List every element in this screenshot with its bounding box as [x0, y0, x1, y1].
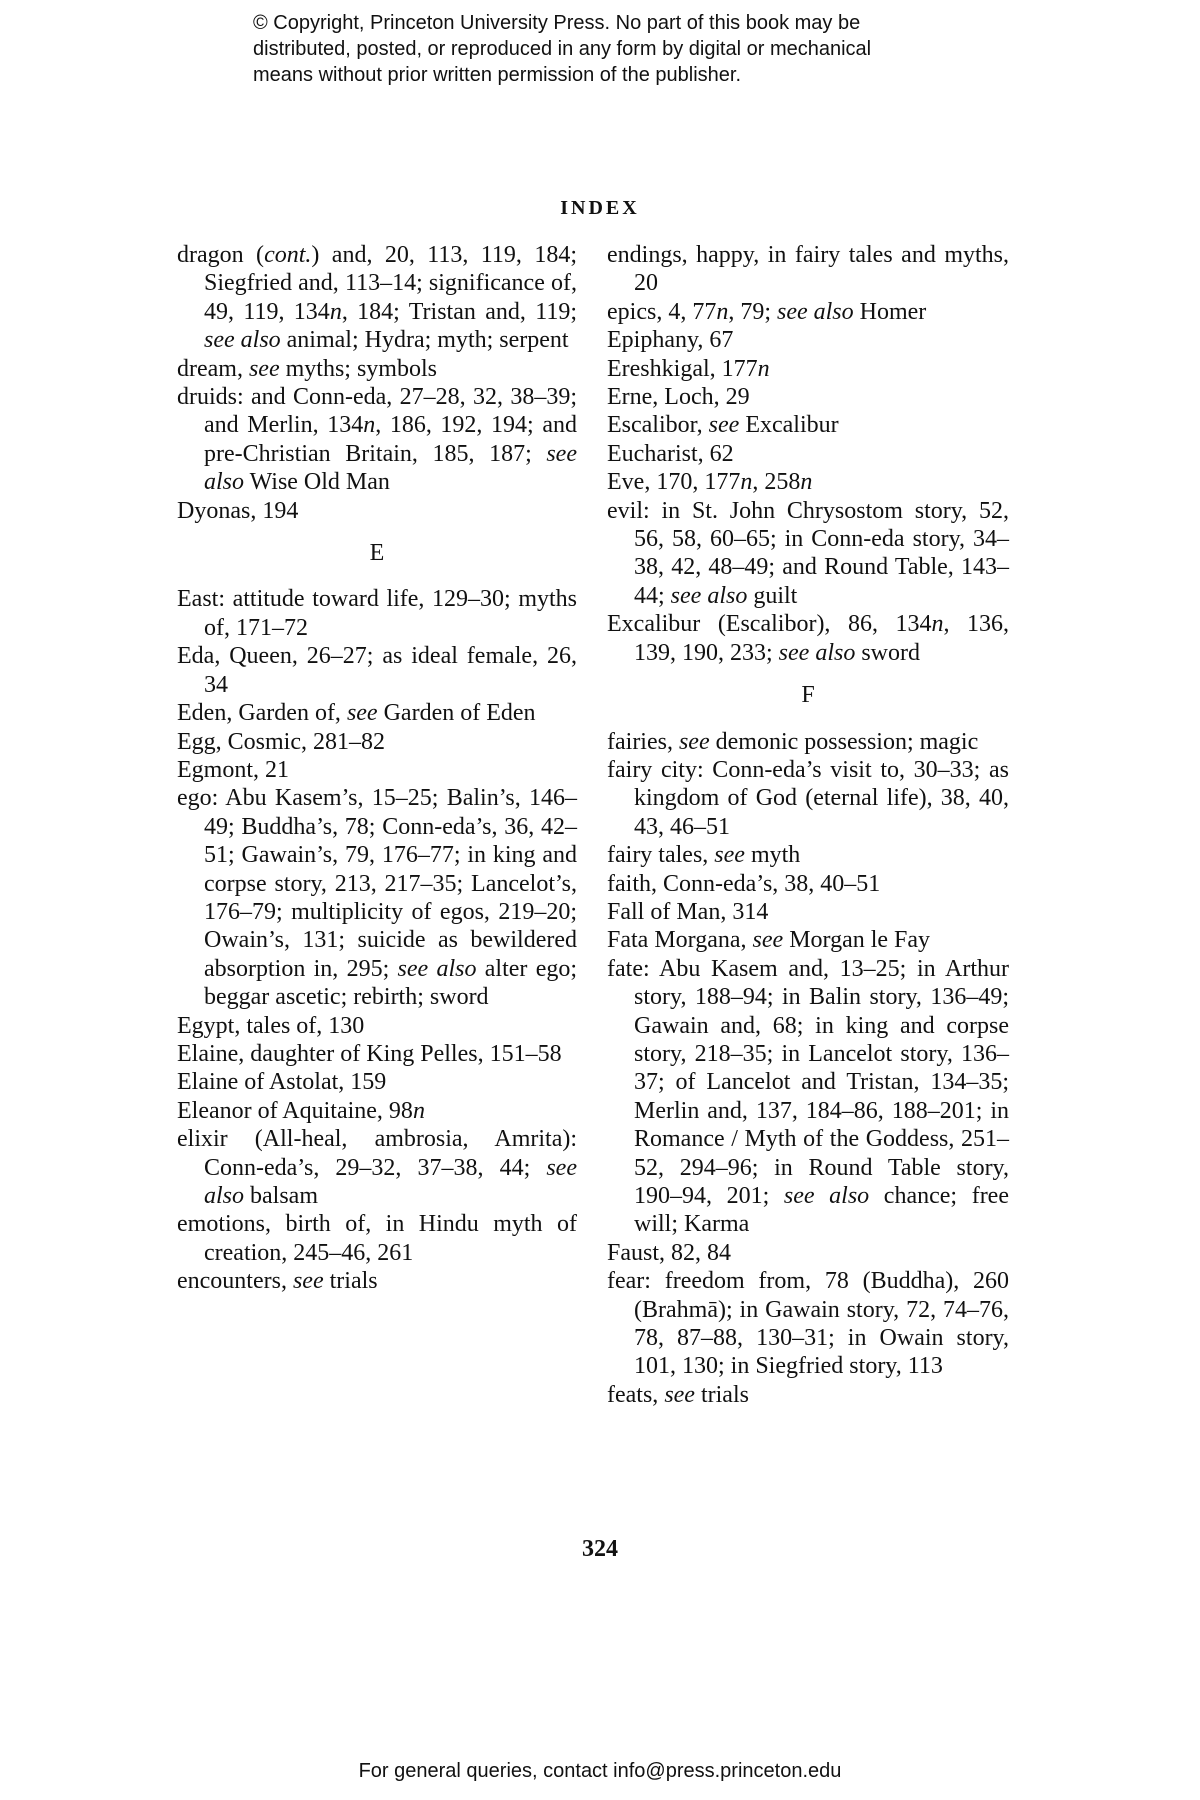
italic-text: see [708, 412, 740, 439]
italic-text: see also [397, 955, 477, 982]
index-entry [607, 497, 1009, 611]
italic-text: see [346, 700, 378, 727]
entry-text: fate: Abu Kasem and, 13–25; in Arthur story, 188–94; in Balin story, 136–49; Gawain and, 68; in king and corpse story, 218–35; in Lancelot story, 136–37; of Lancelot and Tristan, 134–35; Merlin and, 137, 184–86, 188–201; in Romance / Myth of the Goddess, 251–52, 294–96; in Round Table story, 190–94, 201; [607, 955, 1009, 1209]
entry-text: fear: freedom from, 78 (Buddha), 260 (Brahmā); in Gawain story, 72, 74–76, 78, 87–88, 130–31; in Owain story, 101, 130; in Siegfried story, 113 [607, 1268, 1009, 1380]
entry-text: epics, 4, 77 [607, 298, 717, 325]
index-entry [607, 241, 1009, 298]
index-entry [607, 1381, 1009, 1409]
entry-text: myths; symbols [279, 355, 437, 382]
entry-text: East: attitude toward life, 129–30; myths of, 171–72 [177, 586, 577, 641]
index-entry [177, 1125, 577, 1210]
entry-text: fairy city: Conn-eda’s visit to, 30–33; as kingdom of God (eternal life), 38, 40, 43, 46–51 [607, 756, 1009, 840]
entry-text: Elaine, daughter of King Pelles, 151–58 [177, 1040, 562, 1067]
italic-text: see also [670, 582, 748, 609]
index-entry [607, 298, 1009, 326]
italic-text: see also [778, 639, 856, 666]
entry-text: dream, [177, 355, 249, 382]
italic-text: n [329, 298, 342, 325]
entry-text: Fata Morgana, [607, 927, 753, 954]
entry-text: elixir (All-heal, ambrosia, Amrita): Conn-eda’s, 29–32, 37–38, 44; [177, 1126, 577, 1181]
italic-text: see also [204, 327, 281, 354]
entry-text: balsam [244, 1183, 318, 1209]
italic-text: see [678, 728, 710, 755]
index-column-right [607, 241, 1009, 1409]
index-entry [607, 610, 1009, 667]
index-entry [177, 1012, 577, 1040]
entry-text: , 258 [752, 469, 801, 496]
entry-text: chance; free will; Karma [634, 1183, 1009, 1238]
italic-text: see [664, 1381, 695, 1408]
entry-text: dragon ( [177, 242, 265, 268]
entry-text: trials [694, 1381, 749, 1408]
entry-text: Eucharist, 62 [607, 440, 734, 467]
entry-text: faith, Conn-eda’s, 38, 40–51 [607, 870, 881, 897]
index-entry [177, 642, 577, 699]
italic-text: n [363, 412, 376, 439]
italic-text: see also [204, 1154, 577, 1209]
entry-text: Fall of Man, 314 [607, 898, 769, 925]
entry-text: Wise Old Man [244, 469, 390, 496]
page-number: 324 [582, 1536, 618, 1562]
italic-text: n [800, 469, 813, 496]
entry-text: Egg, Cosmic, 281–82 [177, 728, 385, 755]
entry-text: guilt [747, 582, 798, 609]
index-entry [177, 1097, 577, 1125]
index-entry [177, 355, 577, 383]
entry-text: myth [744, 842, 801, 869]
section-letter: E [369, 540, 385, 567]
index-entry [607, 383, 1009, 411]
entry-text: Eden, Garden of, [177, 700, 347, 727]
entry-text: Faust, 82, 84 [607, 1239, 732, 1266]
index-entry [607, 1239, 1009, 1267]
entry-text: Elaine of Astolat, 159 [177, 1069, 387, 1096]
index-entry [607, 756, 1009, 841]
index-entry [177, 756, 577, 784]
italic-text: see [714, 842, 745, 869]
index-entry [177, 1068, 577, 1096]
entry-text: feats, [607, 1381, 665, 1408]
entry-text: Dyonas, 194 [177, 497, 299, 524]
index-entry [177, 241, 577, 355]
entry-text: Morgan le Fay [783, 927, 931, 954]
entry-text: Eleanor of Aquitaine, 98 [177, 1097, 413, 1124]
entry-text: Excalibur [739, 412, 839, 439]
entry-text: sword [855, 639, 920, 666]
entry-text: Escalibor, [607, 412, 709, 439]
index-entry [607, 898, 1009, 926]
italic-text: see [292, 1268, 324, 1295]
copyright-line: distributed, posted, or reproduced in any form by digital or mechanical [253, 38, 872, 60]
entry-text: Homer [853, 298, 927, 325]
index-entry [607, 326, 1009, 354]
entry-text: animal; Hydra; myth; serpent [280, 327, 569, 354]
italic-text: see also [204, 440, 577, 496]
index-entry [607, 926, 1009, 954]
copyright-line: means without prior written permission of the publisher. [253, 64, 742, 86]
italic-text: n [716, 298, 729, 325]
index-entry [607, 841, 1009, 869]
italic-text: n [931, 611, 944, 638]
italic-text: n [740, 469, 753, 496]
index-entry [607, 955, 1009, 1239]
entry-text: fairy tales, [607, 842, 715, 869]
italic-text: see [752, 927, 784, 954]
entry-text: emotions, birth of, in Hindu myth of creation, 245–46, 261 [177, 1211, 577, 1266]
italic-text: see also [776, 298, 854, 325]
entry-text: endings, happy, in fairy tales and myths, 20 [607, 242, 1009, 297]
entry-text: encounters, [177, 1268, 293, 1295]
copyright-notice [253, 10, 1013, 88]
entry-text: , 186, 192, 194; and pre-Christian Britain, 185, 187; [204, 412, 577, 467]
index-entry [177, 699, 577, 727]
entry-text: , 79; [728, 298, 777, 325]
entry-text: , 184; Tristan and, 119; [341, 298, 577, 325]
italic-text: see [248, 355, 280, 382]
entry-text: Eve, 170, 177 [607, 469, 741, 496]
entry-text: Eda, Queen, 26–27; as ideal female, 26, 34 [177, 643, 577, 698]
index-entry [607, 355, 1009, 383]
entry-text: , 136, 139, 190, 233; [634, 611, 1009, 666]
italic-text: see also [783, 1183, 870, 1209]
entry-text: fairies, [607, 728, 679, 755]
index-entry [607, 468, 1009, 496]
entry-text: ) and, 20, 113, 119, 184; Siegfried and, 113–14; significance of, 49, 119, 134 [204, 242, 578, 325]
index-column-left [177, 241, 577, 1296]
copyright-line: © Copyright, Princeton University Press. No part of this book may be [253, 12, 861, 34]
index-entry [177, 1040, 577, 1068]
index-entry [177, 497, 577, 525]
entry-text: druids: and Conn-eda, 27–28, 32, 38–39; and Merlin, 134 [177, 384, 577, 439]
index-entry [177, 1267, 577, 1295]
footer-contact: For general queries, contact info@press.princeton.edu [358, 1760, 842, 1782]
entry-text: Egypt, tales of, 130 [177, 1012, 365, 1039]
index-entry [607, 870, 1009, 898]
index-entry [607, 440, 1009, 468]
section-letter: F [801, 682, 815, 709]
italic-text: cont. [264, 242, 312, 268]
index-entry [177, 585, 577, 642]
entry-text: Epiphany, 67 [607, 327, 734, 354]
index-entry [607, 728, 1009, 756]
entry-text: evil: in St. John Chrysostom story, 52, 56, 58, 60–65; in Conn-eda story, 34–38, 42, 48–49; and Round Table, 143–44; [607, 497, 1009, 609]
index-heading: INDEX [560, 197, 640, 219]
italic-text: n [412, 1097, 425, 1124]
index-entry [177, 784, 577, 1011]
entry-text: ego: Abu Kasem’s, 15–25; Balin’s, 146–49; Buddha’s, 78; Conn-eda’s, 36, 42–51; Gawain’s, 79, 176–77; in king and corpse story, 213, 217–35; Lancelot’s, 176–79; multiplicity of egos, 219–20; Owain’s, 131; suicide as bewildered absorption in, 295; [177, 785, 577, 982]
index-entry [177, 1210, 577, 1267]
entry-text: Egmont, 21 [177, 756, 289, 783]
entry-text: Garden of Eden [377, 700, 536, 727]
index-entry [177, 728, 577, 756]
index-entry [607, 411, 1009, 439]
entry-text: trials [323, 1268, 378, 1295]
entry-text: alter ego; beggar ascetic; rebirth; sword [204, 955, 578, 1011]
italic-text: n [757, 355, 770, 382]
entry-text: Ereshkigal, 177 [607, 355, 758, 382]
entry-text: Excalibur (Escalibor), 86, 134 [607, 611, 932, 638]
entry-text: Erne, Loch, 29 [607, 384, 750, 411]
index-entry [177, 383, 577, 497]
index-entry [607, 1267, 1009, 1381]
entry-text: demonic possession; magic [709, 728, 979, 755]
